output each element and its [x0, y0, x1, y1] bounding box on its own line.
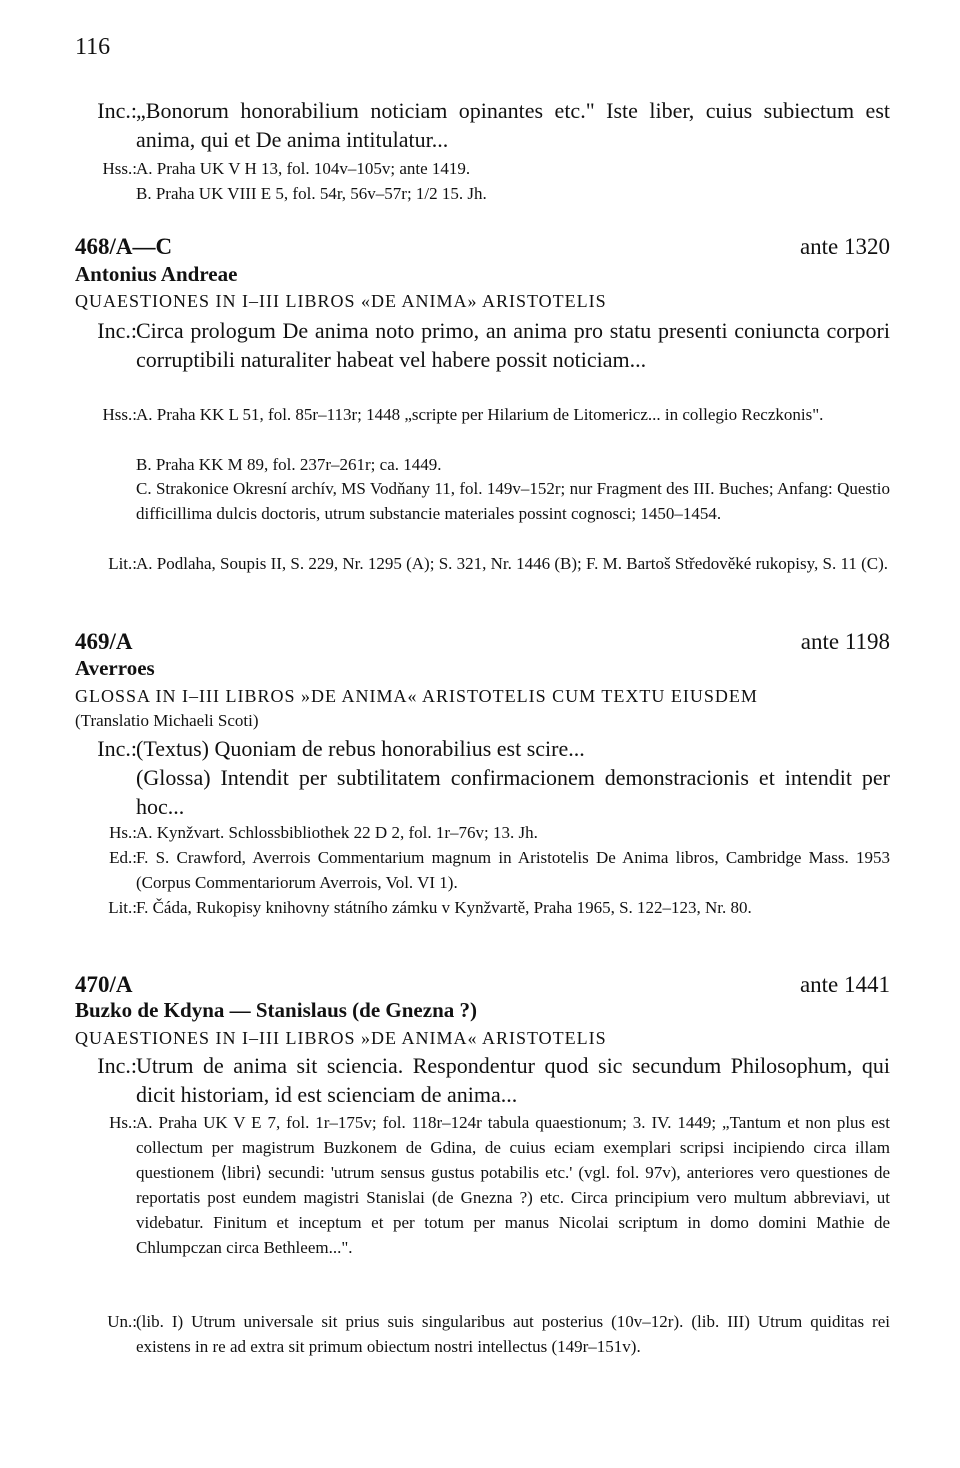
manuscript-b: B. Praha KK M 89, fol. 237r–261r; ca. 1449.	[136, 455, 442, 474]
entry-date: ante 1441	[799, 972, 890, 997]
un-text: (lib. I) Utrum universale sit prius suis singularibus aut posterius (10v–12r). (lib. III) Utrum quiditas rei existens in re ad extra sit primum obiectum nostri intellectus (149r–151v).	[136, 1312, 890, 1356]
entry-subtitle: (Translatio Michaeli Scoti)	[75, 711, 259, 730]
entry-date: ante 1320	[799, 234, 890, 259]
inc-text-textus: (Textus) Quoniam de rebus honorabilius est scire...	[136, 736, 585, 761]
inc-text: „Bonorum honorabilium noticiam opinantes etc." Iste liber, cuius subiectum est anima, qui et De anima intitulatur...	[136, 98, 890, 152]
un-label: Un.:	[107, 1312, 137, 1331]
entry-questions	[75, 1309, 890, 1384]
lit-text: F. Čáda, Rukopisy knihovny státního zámku v Kynžvartě, Praha 1965, S. 122–123, Nr. 80.	[136, 898, 752, 917]
entry-incipit	[75, 1051, 890, 1111]
entry-edition	[75, 845, 890, 895]
lit-label: Lit.:	[108, 554, 137, 573]
manuscript-a: A. Praha KK L 51, fol. 85r–113r; 1448 „scripte per Hilarium de Litomericz... in collegio Reczkonis".	[136, 405, 824, 424]
entry-incipit-glossa	[75, 763, 890, 821]
inc-text: Utrum de anima sit sciencia. Respondentur quod sic secundum Philosophum, qui dicit historiam, id est scienciam de anima...	[136, 1053, 890, 1107]
manuscript-a: A. Praha UK V H 13, fol. 104v–105v; ante 1419.	[136, 159, 471, 178]
ed-text: F. S. Crawford, Averrois Commentarium magnum in Aristotelis De Anima libros, Cambridge Mass. 1953 (Corpus Commentariorum Averrois, Vol. VI 1).	[136, 848, 890, 892]
manuscript-c: C. Strakonice Okresní archív, MS Vodňany 11, fol. 149v–152r; nur Fragment des III. Buches; Anfang: Questio difficillima dulcis doctoris, utrum substancie materiales possint cognosci; 1450–1454.	[136, 479, 890, 523]
entry-author: Antonius Andreae	[75, 262, 238, 286]
entry-title: QUAESTIONES IN I–III LIBROS «DE ANIMA» ARISTOTELIS	[75, 291, 607, 311]
manuscript-a: A. Kynžvart. Schlossbibliothek 22 D 2, fol. 1r–76v; 13. Jh.	[136, 823, 538, 842]
ed-label: Ed.:	[109, 848, 137, 867]
hss-label: Hss.:	[102, 405, 137, 424]
inc-label: Inc.:	[97, 318, 137, 343]
inc-label: Inc.:	[97, 98, 137, 123]
inc-label: Inc.:	[97, 1053, 137, 1078]
entry-title: QUAESTIONES IN I–III LIBROS »DE ANIMA« ARISTOTELIS	[75, 1028, 607, 1048]
manuscript-c-row	[75, 476, 890, 551]
entry-number: 469/A	[75, 629, 133, 654]
entry-title: GLOSSA IN I–III LIBROS »DE ANIMA« ARISTOTELIS CUM TEXTU EIUSDEM	[75, 686, 758, 706]
entry-number: 468/A—C	[75, 234, 173, 259]
entry-number: 470/A	[75, 972, 133, 997]
inc-text: Circa prologum De anima noto primo, an anima pro statu presenti coniuncta corpori corruptibili naturaliter habeat vel habere possit noticiam...	[136, 318, 890, 372]
prev-incipit	[75, 96, 890, 156]
entry-author: Averroes	[75, 656, 155, 680]
entry-manuscript	[75, 1110, 890, 1310]
entry-date: ante 1198	[800, 629, 890, 654]
lit-text: A. Podlaha, Soupis II, S. 229, Nr. 1295 (A); S. 321, Nr. 1446 (B); F. M. Bartoš Středověké rukopisy, S. 11 (C).	[136, 554, 888, 573]
lit-label: Lit.:	[108, 898, 137, 917]
entry-literature	[75, 895, 890, 945]
manuscript-a: A. Praha UK V E 7, fol. 1r–175v; fol. 118r–124r tabula quaestionum; 3. IV. 1449; „Tantum et non plus est collectum per magistrum Buzkonem de Gdina, de cuius eciam exemplari scripsi incipiendo circa illam questionem ⟨libri⟩ secundi: 'utrum sensus gustus potabilis etc.' (vgl. fol. 97v), anteriores vero questiones de reportatis post eundem magistri Stanislai (de Gnezna ?) etc. Circa principium vero multum abbreviavi, ut videbatur. Finitum et inceptum et per totum per manus Nicolai scriptum in domo domini Mathie de Chlumpczan circa Bethleem...".	[136, 1113, 890, 1257]
inc-label: Inc.:	[97, 736, 137, 761]
inc-text-glossa: (Glossa) Intendit per subtilitatem confirmacionem demonstracionis et intendit per hoc...	[136, 765, 890, 819]
hs-label: Hs.:	[109, 823, 137, 842]
entry-incipit	[75, 316, 890, 404]
manuscript-b: B. Praha UK VIII E 5, fol. 54r, 56v–57r; 1/2 15. Jh.	[136, 184, 487, 203]
entry-author: Buzko de Kdyna — Stanislaus (de Gnezna ?)	[75, 998, 477, 1022]
hss-label: Hss.:	[102, 159, 137, 178]
page-number: 116	[75, 34, 111, 60]
entry-literature	[75, 551, 890, 601]
hs-label: Hs.:	[109, 1113, 137, 1132]
entry-manuscripts	[75, 402, 890, 452]
